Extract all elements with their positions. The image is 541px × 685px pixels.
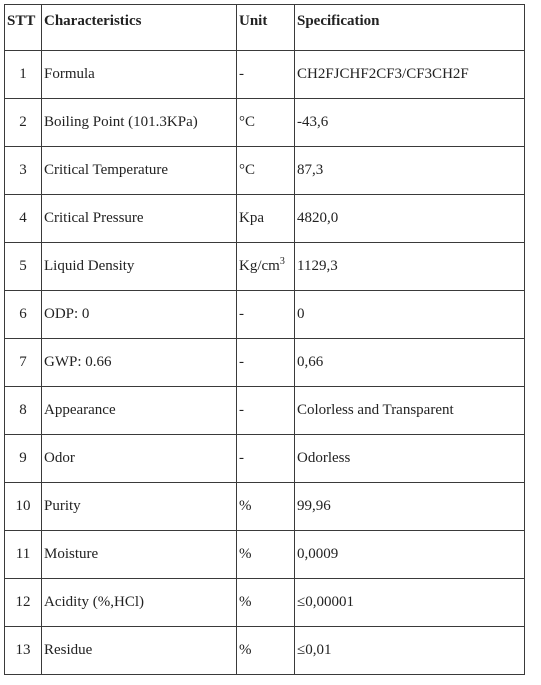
table-row [5, 531, 525, 579]
row-characteristic: Critical Temperature [42, 147, 237, 195]
table-row [5, 579, 525, 627]
row-unit-text: Kg/cm [239, 258, 280, 274]
table-row [5, 483, 525, 531]
row-stt: 1 [5, 51, 42, 99]
table-row [5, 99, 525, 147]
header-characteristics: Characteristics [42, 5, 237, 51]
row-unit-text: % [239, 642, 252, 658]
row-unit-text: °C [239, 114, 256, 130]
table-body [5, 51, 525, 675]
row-specification: 87,3 [295, 147, 525, 195]
row-unit [237, 387, 295, 435]
header-specification: Specification [295, 5, 525, 51]
row-specification: ≤0,00001 [295, 579, 525, 627]
table-row [5, 291, 525, 339]
row-characteristic: Formula [42, 51, 237, 99]
row-stt: 11 [5, 531, 42, 579]
row-stt: 2 [5, 99, 42, 147]
row-characteristic: Appearance [42, 387, 237, 435]
row-characteristic: Boiling Point (101.3KPa) [42, 99, 237, 147]
row-characteristic: Critical Pressure [42, 195, 237, 243]
row-characteristic: Purity [42, 483, 237, 531]
row-specification: 0,0009 [295, 531, 525, 579]
row-unit [237, 243, 295, 291]
row-characteristic: Liquid Density [42, 243, 237, 291]
row-unit [237, 627, 295, 675]
row-characteristic: Moisture [42, 531, 237, 579]
row-stt: 12 [5, 579, 42, 627]
row-unit-text: - [239, 450, 244, 466]
table-row [5, 195, 525, 243]
row-specification: 99,96 [295, 483, 525, 531]
row-characteristic: Acidity (%,HCl) [42, 579, 237, 627]
row-specification: -43,6 [295, 99, 525, 147]
row-stt: 10 [5, 483, 42, 531]
table-row [5, 339, 525, 387]
row-specification: Odorless [295, 435, 525, 483]
row-unit [237, 435, 295, 483]
row-unit-text: % [239, 498, 252, 514]
row-unit-text: % [239, 594, 252, 610]
row-unit [237, 147, 295, 195]
table-row [5, 147, 525, 195]
row-specification: 4820,0 [295, 195, 525, 243]
table-row [5, 627, 525, 675]
row-characteristic: GWP: 0.66 [42, 339, 237, 387]
row-specification: Colorless and Transparent [295, 387, 525, 435]
row-unit [237, 339, 295, 387]
row-specification: CH2FJCHF2CF3/CF3CH2F [295, 51, 525, 99]
row-stt: 7 [5, 339, 42, 387]
table-row [5, 243, 525, 291]
header-unit: Unit [237, 5, 295, 51]
row-unit [237, 195, 295, 243]
row-characteristic: Residue [42, 627, 237, 675]
row-unit-text: - [239, 354, 244, 370]
row-unit [237, 51, 295, 99]
row-stt: 9 [5, 435, 42, 483]
row-unit [237, 531, 295, 579]
row-unit-text: % [239, 546, 252, 562]
row-stt: 5 [5, 243, 42, 291]
row-unit [237, 579, 295, 627]
row-characteristic: ODP: 0 [42, 291, 237, 339]
row-specification: ≤0,01 [295, 627, 525, 675]
row-specification: 0 [295, 291, 525, 339]
row-specification: 0,66 [295, 339, 525, 387]
row-stt: 4 [5, 195, 42, 243]
row-unit [237, 291, 295, 339]
table-header [5, 5, 525, 51]
specification-table [4, 4, 525, 675]
row-unit [237, 483, 295, 531]
row-stt: 13 [5, 627, 42, 675]
row-characteristic: Odor [42, 435, 237, 483]
table-row [5, 51, 525, 99]
table-row [5, 435, 525, 483]
header-stt: STT [5, 5, 42, 51]
header-row [5, 5, 525, 51]
row-unit-superscript: 3 [279, 256, 285, 267]
row-stt: 8 [5, 387, 42, 435]
row-stt: 6 [5, 291, 42, 339]
table-row [5, 387, 525, 435]
row-stt: 3 [5, 147, 42, 195]
row-unit-text: °C [239, 162, 256, 178]
row-unit-text: - [239, 306, 244, 322]
row-unit-text: - [239, 66, 244, 82]
row-unit-text: - [239, 402, 244, 418]
row-unit [237, 99, 295, 147]
row-unit-text: Kpa [239, 210, 264, 226]
row-specification: 1129,3 [295, 243, 525, 291]
